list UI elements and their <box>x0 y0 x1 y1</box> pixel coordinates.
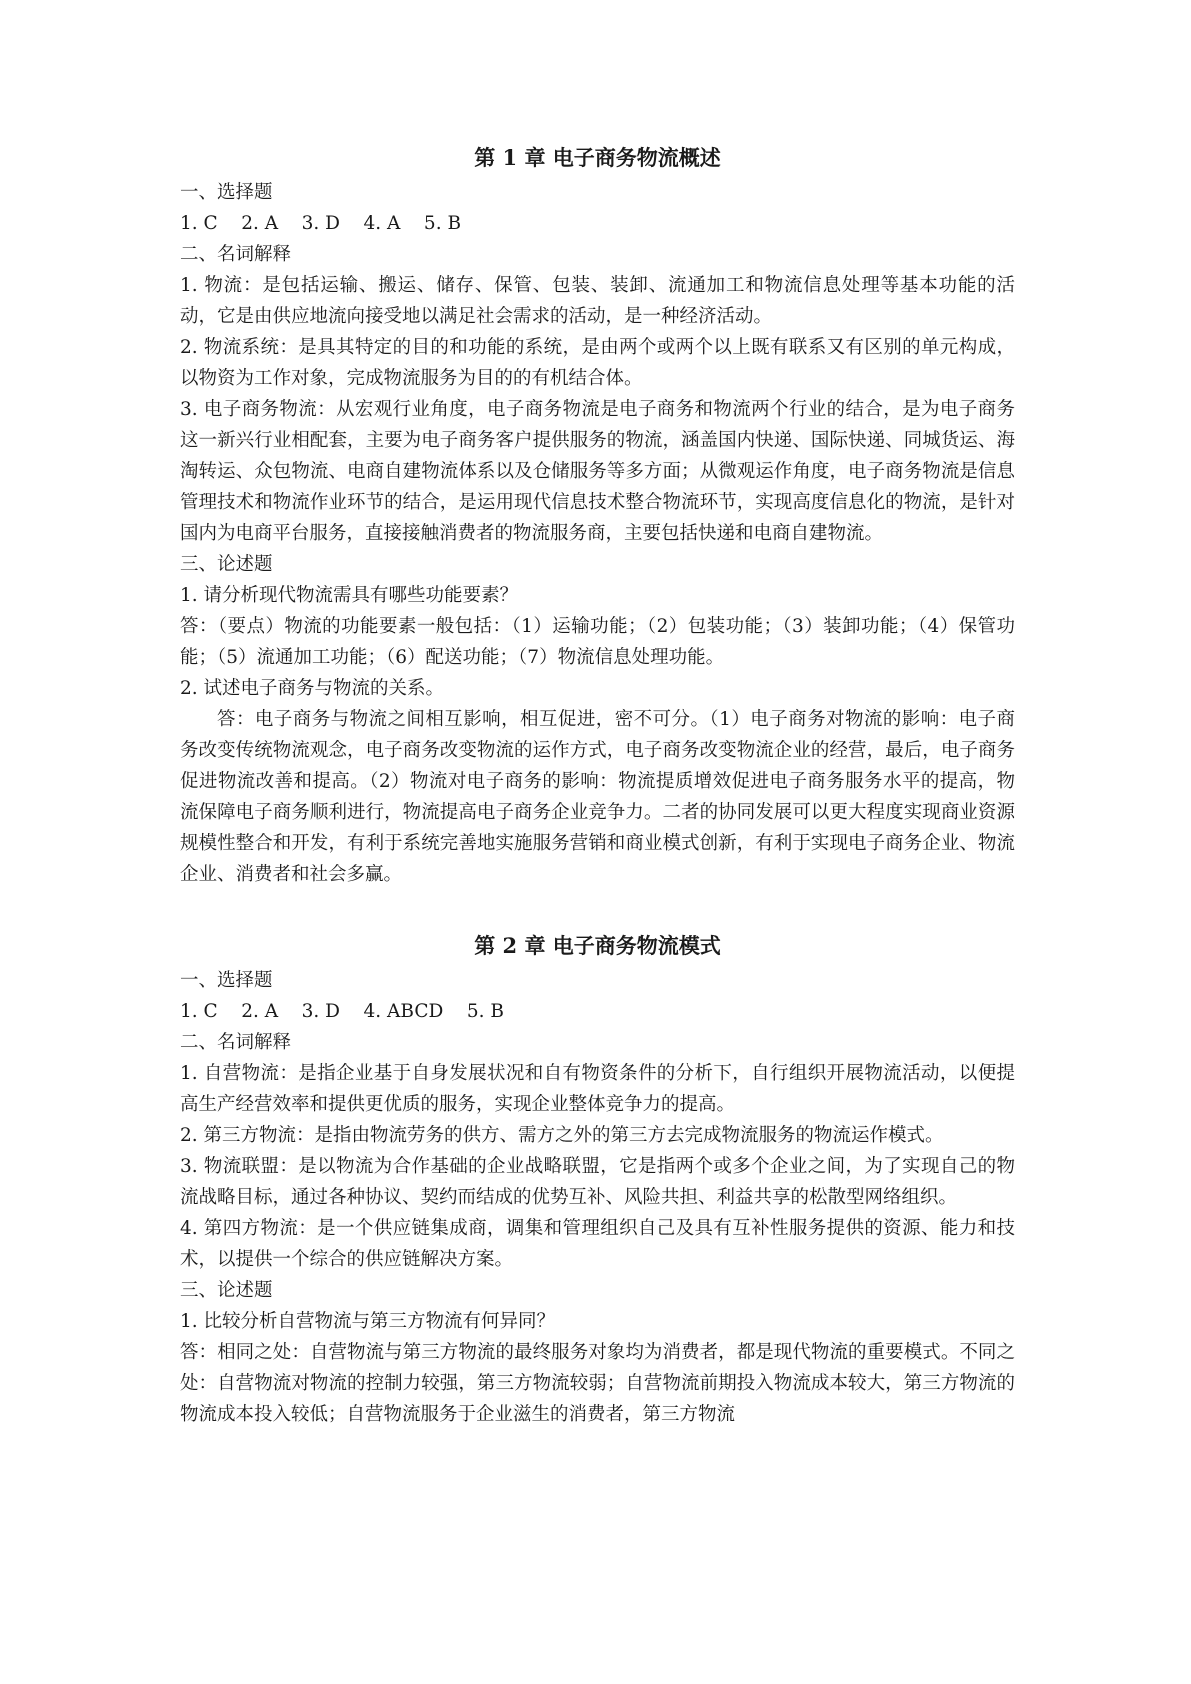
term-definition: 1. 自营物流：是指企业基于自身发展状况和自有物资条件的分析下，自行组织开展物流活动，以便提高生产经营效率和提供更优质的服务，实现企业整体竞争力的提高。 <box>180 1063 1015 1115</box>
term-definition: 3. 电子商务物流：从宏观行业角度，电子商务物流是电子商务和物流两个行业的结合，是为电子商务这一新兴行业相配套，主要为电子商务客户提供服务的物流，涵盖国内快递、国际快递、同城货运、海淘转运、众包物流、电商自建物流体系以及仓储服务等多方面；从微观运作角度，电子商务物流是信息管理技术和物流作业环节的结合，是运用现代信息技术整合物流环节，实现高度信息化的物流，是针对国内为电商平台服务，直接接触消费者的物流服务商，主要包括快递和电商自建物流。 <box>180 399 1015 544</box>
choice-answers: 1. C 2. A 3. D 4. ABCD 5. B <box>180 1001 504 1022</box>
term-definition: 1. 物流：是包括运输、搬运、储存、保管、包装、装卸、流通加工和物流信息处理等基本功能的活动，它是由供应地流向接受地以满足社会需求的活动，是一种经济活动。 <box>180 275 1015 327</box>
term-definition: 3. 物流联盟：是以物流为合作基础的企业战略联盟，它是指两个或多个企业之间，为了实现自己的物流战略目标，通过各种协议、契约而结成的优势互补、风险共担、利益共享的松散型网络组织。 <box>180 1156 1015 1208</box>
term-definition: 4. 第四方物流：是一个供应链集成商，调集和管理组织自己及具有互补性服务提供的资源、能力和技术，以提供一个综合的供应链解决方案。 <box>180 1218 1015 1270</box>
section-heading-choice: 一、选择题 <box>180 970 273 991</box>
essay-answer: 答：相同之处：自营物流与第三方物流的最终服务对象均为消费者，都是现代物流的重要模式。不同之处：自营物流对物流的控制力较强，第三方物流较弱；自营物流前期投入物流成本较大，第三方物流的物流成本投入较低；自营物流服务于企业滋生的消费者，第三方物流 <box>180 1342 1015 1425</box>
term-definition: 2. 物流系统：是具其特定的目的和功能的系统，是由两个或两个以上既有联系又有区别的单元构成，以物资为工作对象，完成物流服务为目的的有机结合体。 <box>180 337 1015 389</box>
chapter-title: 第 1 章 电子商务物流概述 <box>474 145 721 170</box>
term-definition: 2. 第三方物流：是指由物流劳务的供方、需方之外的第三方去完成物流服务的物流运作模式。 <box>180 1125 944 1146</box>
section-heading-essay: 三、论述题 <box>180 1280 273 1301</box>
section-heading-terms: 二、名词解释 <box>180 244 292 265</box>
section-heading-essay: 三、论述题 <box>180 554 273 575</box>
essay-question: 1. 比较分析自营物流与第三方物流有何异同？ <box>180 1311 556 1332</box>
document-page <box>180 142 1015 1470</box>
essay-question: 2. 试述电子商务与物流的关系。 <box>180 678 445 699</box>
chapter-1 <box>180 142 1015 890</box>
essay-question: 1. 请分析现代物流需具有哪些功能要素？ <box>180 585 519 606</box>
choice-answers: 1. C 2. A 3. D 4. A 5. B <box>180 213 462 234</box>
chapter-title: 第 2 章 电子商务物流模式 <box>474 933 721 958</box>
chapter-2 <box>180 930 1015 1430</box>
essay-answer: 答：（要点）物流的功能要素一般包括：（1）运输功能；（2）包装功能；（3）装卸功能；（4）保管功能；（5）流通加工功能；（6）配送功能；（7）物流信息处理功能。 <box>180 616 1015 668</box>
section-heading-terms: 二、名词解释 <box>180 1032 292 1053</box>
section-heading-choice: 一、选择题 <box>180 182 273 203</box>
essay-answer: 答：电子商务与物流之间相互影响，相互促进，密不可分。（1）电子商务对物流的影响：电子商务改变传统物流观念，电子商务改变物流的运作方式，电子商务改变物流企业的经营，最后，电子商务促进物流改善和提高。（2）物流对电子商务的影响：物流提质增效促进电子商务服务水平的提高，物流保障电子商务顺利进行，物流提高电子商务企业竞争力。二者的协同发展可以更大程度实现商业资源规模性整合和开发，有利于系统完善地实施服务营销和商业模式创新，有利于实现电子商务企业、物流企业、消费者和社会多赢。 <box>180 709 1015 885</box>
